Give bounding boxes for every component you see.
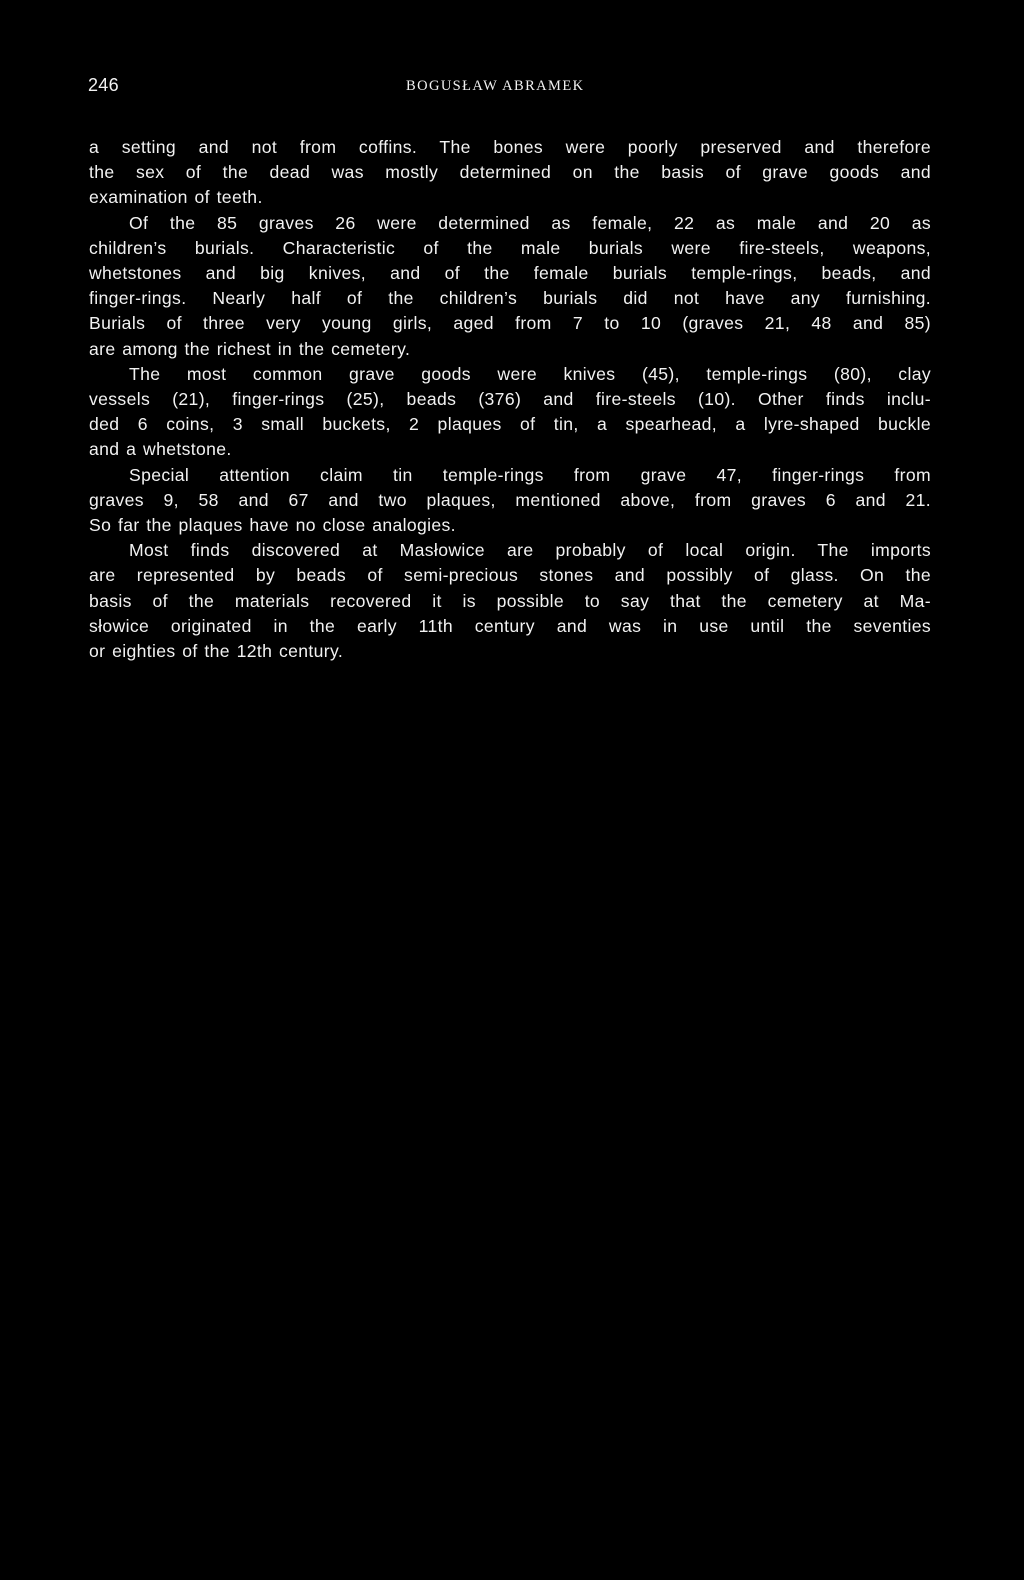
text-line: Burials of three very young girls, aged from 7 to 10 (graves 21, 48 and 85) xyxy=(89,313,931,334)
text-line: finger-rings. Nearly half of the children’s burials did not have any furnishing. xyxy=(89,288,931,309)
page-number: 246 xyxy=(88,75,119,95)
paragraph xyxy=(89,211,931,362)
paragraph xyxy=(89,538,931,664)
text-line: basis of the materials recovered it is possible to say that the cemetery at Ma- xyxy=(89,590,931,611)
body-text xyxy=(89,135,931,664)
text-line: are represented by beads of semi-precious stones and possibly of glass. On the xyxy=(89,565,931,586)
text-line: graves 9, 58 and 67 and two plaques, mentioned above, from graves 6 and 21. xyxy=(89,489,931,510)
running-head xyxy=(88,74,936,98)
paragraph xyxy=(89,463,931,539)
paragraph xyxy=(89,135,931,211)
text-line: children’s burials. Characteristic of the male burials were fire-steels, weapons, xyxy=(89,237,931,258)
text-line: Most finds discovered at Masłowice are probably of local origin. The imports xyxy=(129,540,931,561)
text-line: ded 6 coins, 3 small buckets, 2 plaques of tin, a spearhead, a lyre-shaped buckle xyxy=(89,414,931,435)
text-line: The most common grave goods were knives (45), temple-rings (80), clay xyxy=(129,363,931,384)
text-line: are among the richest in the cemetery. xyxy=(89,338,411,359)
text-line: examination of teeth. xyxy=(89,187,263,208)
text-line: a setting and not from coffins. The bones were poorly preserved and therefore xyxy=(89,137,931,157)
text-line: słowice originated in the early 11th century and was in use until the seventies xyxy=(89,615,931,636)
text-line: whetstones and big knives, and of the female burials temple-rings, beads, and xyxy=(89,263,931,284)
text-line: Special attention claim tin temple-rings from grave 47, finger-rings from xyxy=(129,464,931,485)
text-line: or eighties of the 12th century. xyxy=(89,641,344,662)
text-line: So far the plaques have no close analogies. xyxy=(89,515,456,536)
text-line: vessels (21), finger-rings (25), beads (376) and fire-steels (10). Other finds inclu- xyxy=(89,389,931,410)
paragraph xyxy=(89,362,931,463)
text-line: Of the 85 graves 26 were determined as female, 22 as male and 20 as xyxy=(129,212,931,233)
text-line: the sex of the dead was mostly determined on the basis of grave goods and xyxy=(89,162,931,183)
running-title-author: BOGUSŁAW ABRAMEK xyxy=(406,78,585,94)
text-line: and a whetstone. xyxy=(89,439,232,460)
